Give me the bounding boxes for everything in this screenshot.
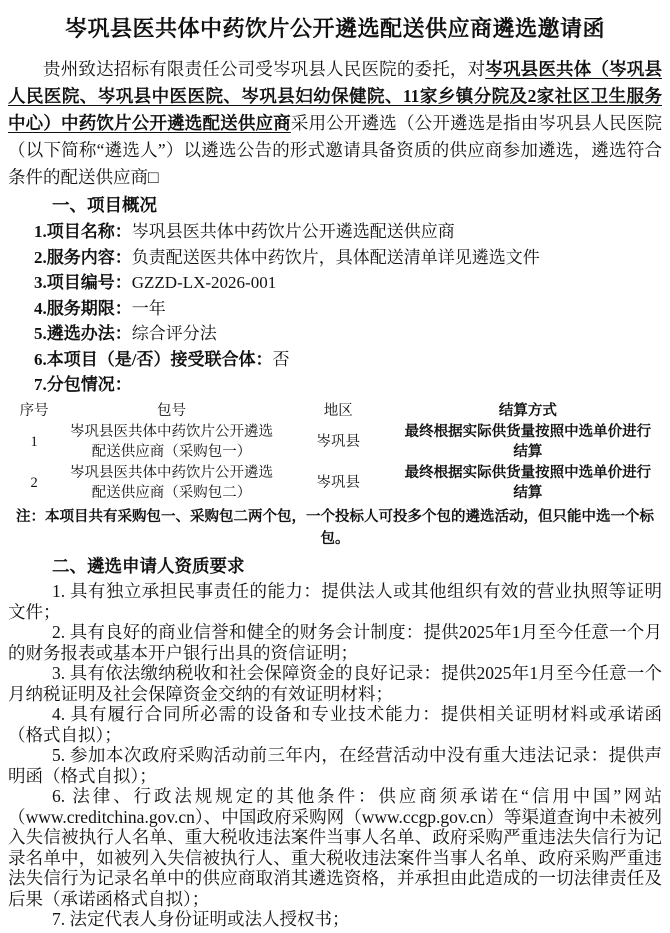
- project-name-label: 1.项目名称：: [34, 222, 132, 241]
- intro-text-lead: 贵州致达招标有限责任公司受岑巩县人民医院的委托，对: [43, 59, 486, 79]
- header-settlement: 结算方式: [498, 402, 557, 419]
- service-period-label: 4.服务期限：: [34, 298, 132, 318]
- intro-text-tail: 采用公开遴选（公开遴选是指由岑巩县人民医院（以下简称“遴选人”）以遴选公告的形式邀请具备资质的供应商参加遴选，遴选符合条件的配送供应商□: [8, 113, 663, 187]
- selection-method-value: 综合评分法: [131, 324, 217, 343]
- project-number-label: 3.项目编号：: [34, 273, 132, 292]
- consortium-value: 否: [272, 349, 290, 369]
- qualification-item-4: 4. 具有履行合同所必需的设备和专业技术能力：提供相关证明材料或承诺函（格式自拟）；: [8, 704, 662, 745]
- consortium-label: 6.本项目（是/否）接受联合体：: [34, 349, 273, 369]
- row2-seq-no: 2: [30, 474, 38, 491]
- service-content-value: 负责配送医共体中药饮片，具体配送清单详见遴选文件: [131, 247, 540, 267]
- service-period-item: [8, 296, 662, 322]
- row1-seq-no: 1: [30, 433, 38, 450]
- qualification-item-3: 3. 具有依法缴纳税收和社会保障资金的良好记录：提供2025年1月至今任意一个月纳税证明及社会保障资金交纳的有效证明材料；: [8, 663, 662, 704]
- subpackage-label: 7.分包情况：: [34, 375, 132, 394]
- row1-region: 岑巩县: [316, 433, 360, 450]
- project-name-value: 岑巩县医共体中药饮片公开遴选配送供应商: [131, 222, 455, 241]
- row2-settlement: 最终根据实际供货量按照中选单价进行结算: [404, 465, 652, 501]
- header-seq-no: 序号: [19, 402, 49, 419]
- row1-package-no: 岑巩县医共体中药饮片公开遴选配送供应商（采购包一）: [69, 424, 273, 460]
- packages-table-header-row: [8, 401, 662, 423]
- qualification-item-6: 6. 法律、行政法规规定的其他条件：供应商须承诺在“信用中国”网站（www.creditchina.gov.cn）、中国政府采购网（www.ccgp.gov.cn）等渠道查询中未被列入失信被执行人名单、重大税收违法案件当事人名单、政府采购严重违法失信行为记录名单中，如被列入失信被执行人、重大税收违法案件当事人名单、政府采购严重违法失信行为记录名单中的供应商取消其遴选资格，并承担由此造成的一切法律责任及后果（承诺函格式自拟）；: [8, 786, 662, 909]
- section2-heading: 二、遴选申请人资质要求: [52, 556, 245, 576]
- intro-text-bold-underlined: 岑巩县医共体（岑巩县人民医院、岑巩县中医医院、岑巩县妇幼保健院、11家乡镇分院及2家社区卫生服务中心）中药饮片公开遴选配送供应商: [8, 59, 663, 133]
- project-number-item: [8, 270, 662, 296]
- header-package-no: 包号: [156, 402, 186, 419]
- selection-method-item: [8, 321, 662, 347]
- qualification-item-2: 2. 具有良好的商业信誉和健全的财务会计制度：提供2025年1月至今任意一个月的财务报表或基本开户银行出具的资信证明；: [8, 622, 662, 663]
- row2-package-no: 岑巩县医共体中药饮片公开遴选配送供应商（采购包二）: [69, 465, 273, 501]
- qualification-item-5: 5. 参加本次政府采购活动前三年内，在经营活动中没有重大违法记录：提供声明函（格式自拟）；: [8, 745, 662, 786]
- project-name-item: [8, 219, 662, 245]
- table-row: [8, 422, 662, 463]
- project-number-value: GZZD-LX-2026-001: [131, 273, 277, 292]
- row2-region: 岑巩县: [316, 474, 360, 491]
- selection-method-label: 5.遴选办法：: [34, 324, 132, 343]
- document-title: 岑巩县医共体中药饮片公开遴选配送供应商遴选邀请函: [64, 16, 605, 41]
- header-region: 地区: [323, 402, 353, 419]
- service-content-label: 2.服务内容：: [34, 247, 132, 267]
- packages-table: [8, 401, 662, 505]
- subpackage-item: [8, 372, 662, 398]
- service-period-value: 一年: [131, 298, 166, 318]
- qualification-item-7: 7. 法定代表人身份证明或法人授权书；: [52, 909, 350, 929]
- row1-settlement: 最终根据实际供货量按照中选单价进行结算: [404, 424, 652, 460]
- table-note: 注：本项目共有采购包一、采购包二两个包，一个投标人可投多个包的遴选活动，但只能中选一个标包。: [16, 509, 654, 547]
- section1-heading: 一、项目概况: [52, 195, 157, 215]
- consortium-item: [8, 347, 662, 373]
- table-row: [8, 463, 662, 504]
- service-content-item: [8, 245, 662, 271]
- intro-paragraph: [8, 56, 662, 191]
- qualification-item-1: 1. 具有独立承担民事责任的能力：提供法人或其他组织有效的营业执照等证明文件；: [8, 581, 662, 622]
